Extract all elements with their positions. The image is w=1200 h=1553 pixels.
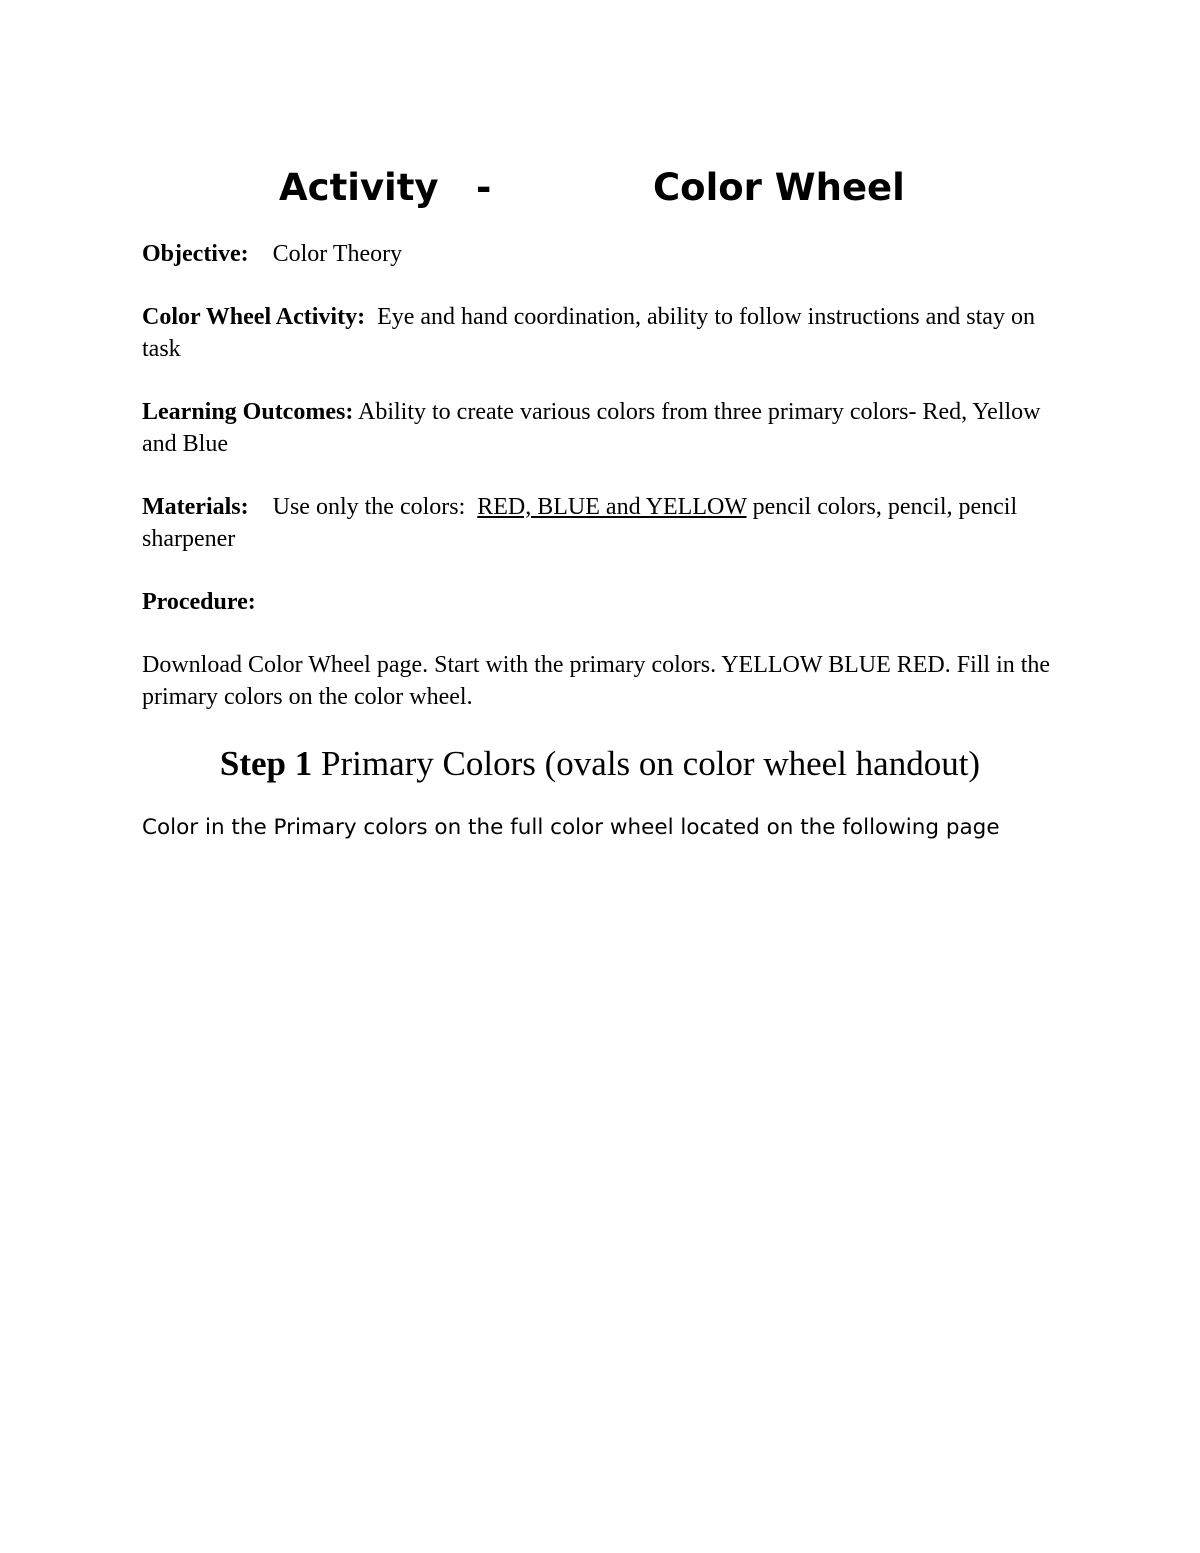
materials-paragraph <box>142 491 1052 555</box>
title-activity: Activity <box>279 166 439 209</box>
materials-label: Materials: <box>142 494 249 520</box>
step-1-heading <box>0 741 1200 787</box>
title-dash: - <box>476 166 492 209</box>
color-wheel-activity-paragraph <box>142 301 1052 365</box>
materials-text-before: Use only the colors: <box>272 494 466 520</box>
procedure-paragraph <box>142 649 1052 713</box>
procedure-label: Procedure: <box>142 589 256 615</box>
step-1-label: Step 1 <box>219 744 313 783</box>
objective-text: Color Theory <box>272 241 403 267</box>
learning-outcomes-paragraph <box>142 396 1052 460</box>
materials-underlined-colors: RED, BLUE and YELLOW <box>477 494 747 520</box>
step-1-text: Primary Colors (ovals on color wheel handout) <box>321 744 981 783</box>
color-wheel-activity-label: Color Wheel Activity: <box>142 304 366 330</box>
learning-outcomes-label: Learning Outcomes: <box>142 399 354 425</box>
learning-outcomes-text: Ability to create various colors from three primary colors- Red, Yellow and Blue <box>142 399 1041 457</box>
instruction-line: Color in the Primary colors on the full color wheel located on the following page <box>142 815 1000 840</box>
procedure-heading <box>142 586 1052 618</box>
materials-text-after: pencil colors, pencil, pencil sharpener <box>142 494 1018 552</box>
objective-paragraph <box>142 238 1052 270</box>
title-color-wheel: Color Wheel <box>653 166 905 209</box>
objective-label: Objective: <box>142 241 249 267</box>
color-wheel-activity-text: Eye and hand coordination, ability to follow instructions and stay on task <box>142 304 1035 362</box>
procedure-text: Download Color Wheel page. Start with the primary colors. YELLOW BLUE RED. Fill in the primary colors on the color wheel. <box>142 652 1051 710</box>
